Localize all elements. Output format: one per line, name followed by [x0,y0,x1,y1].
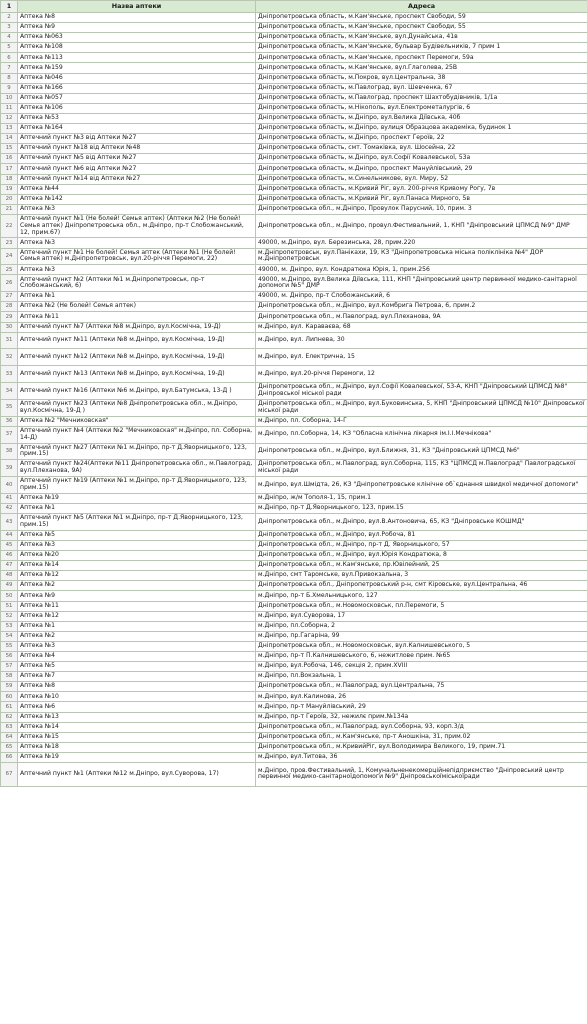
pharmacy-name-cell[interactable]: Аптека №13 [18,712,256,722]
row-number[interactable]: 9 [1,83,18,93]
address-cell[interactable]: м.Дніпро, пр-т Мануйлівський, 29 [256,702,587,712]
pharmacy-name-cell[interactable]: Аптека №4 [18,652,256,662]
address-cell[interactable]: Дніпропетровська обл., м.Дніпро, вул.Буковинська, 5, КНП "Дніпровський ЦПМСД №10" Дніпровської міської ради [256,399,587,416]
pharmacy-name-cell[interactable]: Аптека №2 [18,631,256,641]
pharmacy-name-cell[interactable]: Аптека №7 [18,672,256,682]
pharmacy-name-cell[interactable]: Аптека №3 [18,265,256,275]
pharmacy-name-cell[interactable]: Аптечний пункт №1 (Аптеки №12 м.Дніпро, вул.Суворова, 17) [18,763,256,787]
table-row [1,763,587,787]
row-number[interactable]: 59 [1,682,18,692]
address-cell[interactable]: Дніпропетровська обл., м.Дніпро, провул.Фестивальний, 1, КНП "Дніпровський ЦПМСД №9" ДМР [256,214,587,238]
table-row [1,214,587,238]
address-cell[interactable]: Дніпропетровська обл., м.Кам'янське, пр.Ювілейний, 25 [256,561,587,571]
pharmacy-name-cell[interactable]: Аптека №18 [18,742,256,752]
table-row [1,752,587,762]
address-cell[interactable]: Дніпропетровська область, м.Кам'янське, бульвар Будівельників, 7 прим 1 [256,43,587,53]
pharmacy-name-cell[interactable]: Аптечний пункт №24(Аптеки №11 Дніпропетровська обл., м.Павлоград, вул.Плеханова, 9А) [18,460,256,477]
pharmacy-name-cell[interactable]: Аптека №44 [18,184,256,194]
table-row [1,113,587,123]
table-row [1,591,587,601]
address-cell[interactable]: м.Дніпро, пр-т П.Калнишевського, 6, нежитлове прим. №65 [256,652,587,662]
row-number[interactable]: 4 [1,33,18,43]
row-number[interactable]: 27 [1,292,18,302]
table-row [1,601,587,611]
row-number[interactable]: 26 [1,275,18,292]
row-number[interactable]: 5 [1,43,18,53]
row-number[interactable]: 41 [1,493,18,503]
row-number[interactable]: 45 [1,540,18,550]
column-header-name[interactable]: Назва аптеки [18,1,256,13]
pharmacy-name-cell[interactable]: Аптека №1 [18,292,256,302]
row-number[interactable]: 48 [1,571,18,581]
row-number[interactable]: 67 [1,763,18,787]
pharmacy-name-cell[interactable]: Аптека №3 [18,641,256,651]
row-number[interactable]: 14 [1,134,18,144]
pharmacy-name-cell[interactable]: Аптека №2 (Не болей! Семья аптек) [18,302,256,312]
table-row [1,399,587,416]
table-row [1,194,587,204]
table-row [1,366,587,383]
row-number[interactable]: 50 [1,591,18,601]
table-row [1,460,587,477]
address-cell[interactable]: Дніпропетровська обл., м.Дніпро, Провулок Парусний, 10, прим. 3 [256,204,587,214]
pharmacy-name-cell[interactable]: Аптека №106 [18,103,256,113]
row-number[interactable]: 32 [1,349,18,366]
pharmacy-name-cell[interactable]: Аптека №142 [18,194,256,204]
address-cell[interactable]: Дніпропетровська область, м.Дніпро, проспект Мануйлівський, 29 [256,164,587,174]
table-row [1,302,587,312]
table-row [1,672,587,682]
row-number[interactable]: 24 [1,248,18,265]
pharmacy-name-cell[interactable]: Аптечний пункт №1 (Не болей! Семья аптек) (Аптеки №2 (Не болей! Семья аптек) Дніпропетровська обл., м.Дніпро, пр-т Слобожанський, 12, прим.67) [18,214,256,238]
address-cell[interactable]: м.Дніпро, вул.Суворова, 17 [256,611,587,621]
row-number[interactable]: 55 [1,641,18,651]
pharmacy-name-cell[interactable]: Аптека №15 [18,732,256,742]
row-number[interactable]: 51 [1,601,18,611]
pharmacy-name-cell[interactable]: Аптека №8 [18,682,256,692]
pharmacy-name-cell[interactable]: Аптека №159 [18,63,256,73]
pharmacy-name-cell[interactable]: Аптека №1 [18,621,256,631]
row-number[interactable]: 28 [1,302,18,312]
table-row [1,742,587,752]
row-number[interactable]: 64 [1,732,18,742]
row-number-header[interactable]: 1 [1,1,18,13]
address-cell[interactable]: Дніпропетровська область, м.Кривий Ріг, вул.Панаса Мирного, 5в [256,194,587,204]
address-cell[interactable]: м.Дніпро, пл.Вокзальна, 1 [256,672,587,682]
table-row [1,662,587,672]
address-cell[interactable]: м.Дніпро, вул. Караваєва, 68 [256,322,587,332]
table-row [1,692,587,702]
address-cell[interactable]: Дніпропетровська обл., м.Дніпро, вул.Комбрига Петрова, 6, прим.2 [256,302,587,312]
table-row [1,641,587,651]
pharmacy-name-cell[interactable]: Аптека №1 [18,503,256,513]
address-cell[interactable]: Дніпропетровська обл., м.Павлоград, вул.Плеханова, 9А [256,312,587,322]
table-row [1,144,587,154]
address-cell[interactable]: Дніпропетровська обл., м.Новомосковськ, вул.Калнишевського, 5 [256,641,587,651]
pharmacy-name-cell[interactable]: Аптечний пункт №1 Не болей! Семья аптек (Аптеки №1 (Не болей! Семья аптек) м.Дніпропетровськ, вул.20-річчя Перемоги, 22) [18,248,256,265]
pharmacy-name-cell[interactable]: Аптека №5 [18,662,256,672]
table-row [1,349,587,366]
address-cell[interactable]: Дніпропетровська область, м.Павлоград, проспект Шахтобудівників, 1/1а [256,93,587,103]
row-number[interactable]: 66 [1,752,18,762]
pharmacy-name-cell[interactable]: Аптечний пункт №3 від Аптеки №27 [18,134,256,144]
address-cell[interactable]: Дніпропетровська область, м.Синельникове, вул. Миру, 52 [256,174,587,184]
pharmacy-name-cell[interactable]: Аптека №12 [18,611,256,621]
row-number[interactable]: 58 [1,672,18,682]
row-number[interactable]: 33 [1,366,18,383]
address-cell[interactable]: м.Дніпро, вул.20-річчя Перемоги, 12 [256,366,587,383]
address-cell[interactable]: м.Дніпро, вул.Титова, 36 [256,752,587,762]
address-cell[interactable]: Дніпропетровська область, м.Дніпро, проспект Героїв, 22 [256,134,587,144]
pharmacy-name-cell[interactable]: Аптека №063 [18,33,256,43]
address-cell[interactable]: м.Дніпро, пл.Соборна, 2 [256,621,587,631]
table-row [1,383,587,400]
row-number[interactable]: 38 [1,443,18,460]
pharmacy-name-cell[interactable]: Аптечний пункт №23 (Аптеки №8 Дніпропетровська обл., м.Дніпро, вул.Космічна, 19-Д ) [18,399,256,416]
address-cell[interactable]: Дніпропетровська область, м.Кам'янське, проспект Свободи, 59 [256,13,587,23]
table-row [1,530,587,540]
table-row [1,53,587,63]
row-number[interactable]: 65 [1,742,18,752]
table-row [1,322,587,332]
row-number[interactable]: 60 [1,692,18,702]
table-row [1,443,587,460]
address-cell[interactable]: м.Дніпро, пров.Фестивальний, 1, Комунальненекомерційнепідприємство "Дніпровський центр первинної медико-санітарноїдопомоги №9" Дніпровськоїміськоїради [256,763,587,787]
address-cell[interactable]: м.Дніпро, пр-т Б.Хмельницького, 127 [256,591,587,601]
address-cell[interactable]: Дніпропетровська область, м.Дніпро, вул.Велика Діївська, 40б [256,113,587,123]
table-row [1,184,587,194]
address-cell[interactable]: Дніпропетровська обл., м.Дніпро, вул.Софії Ковалевської, 53-А, КНП "Дніпровський ЦПМСД №8" Дніпровської міської ради [256,383,587,400]
address-cell[interactable]: Дніпропетровська обл., м.Дніпро, пр-т Д. Яворницького, 57 [256,540,587,550]
address-cell[interactable]: Дніпропетровська область, м.Павлоград, вул. Шевченка, 67 [256,83,587,93]
row-number[interactable]: 61 [1,702,18,712]
pharmacy-name-cell[interactable]: Аптека №14 [18,722,256,732]
address-cell[interactable]: Дніпропетровська обл., м.Дніпро, вул.Ближня, 31, КЗ "Дніпровський ЦПМСД №6" [256,443,587,460]
pharmacy-name-cell[interactable]: Аптека №057 [18,93,256,103]
pharmacy-name-cell[interactable]: Аптека №046 [18,73,256,83]
pharmacy-name-cell[interactable]: Аптека №9 [18,23,256,33]
table-row [1,551,587,561]
pharmacy-name-cell[interactable]: Аптека №166 [18,83,256,93]
table-row [1,124,587,134]
pharmacy-name-cell[interactable]: Аптека №11 [18,312,256,322]
pharmacy-name-cell[interactable]: Аптека №8 [18,13,256,23]
table-row [1,73,587,83]
row-number[interactable]: 17 [1,164,18,174]
pharmacy-name-cell[interactable]: Аптека №3 [18,540,256,550]
row-number[interactable]: 62 [1,712,18,722]
table-row [1,13,587,23]
address-cell[interactable]: 49000, м. Дніпро, вул. Кондратюка Юрія, 1, прим.256 [256,265,587,275]
pharmacy-name-cell[interactable]: Аптека №53 [18,113,256,123]
pharmacy-name-cell[interactable]: Аптека №19 [18,493,256,503]
table-row [1,83,587,93]
table-row [1,43,587,53]
pharmacy-name-cell[interactable]: Аптечний пункт №19 (Аптеки №1 м.Дніпро, пр-т Д.Яворницького, 123, прим.15) [18,477,256,494]
row-number[interactable]: 29 [1,312,18,322]
address-cell[interactable]: м.Дніпропетровськ, вул.Панікахи, 19, КЗ "Дніпропетровська міська поліклініка №4" ДОР м.Дніпропетровськ [256,248,587,265]
table-row [1,238,587,248]
table-row [1,265,587,275]
table-row [1,581,587,591]
row-number[interactable]: 35 [1,399,18,416]
address-cell[interactable]: 49000, м. Дніпро, пр-т Слобожанський, 6 [256,292,587,302]
address-cell[interactable]: 49000, м.Дніпро, вул. Березинська, 28, прим.220 [256,238,587,248]
row-number[interactable]: 15 [1,144,18,154]
table-row [1,164,587,174]
address-cell[interactable]: Дніпропетровська область, м.Кам'янське, проспект Свободи, 55 [256,23,587,33]
pharmacy-name-cell[interactable]: Аптечний пункт №6 від Аптеки №27 [18,164,256,174]
pharmacy-name-cell[interactable]: Аптечний пункт №13 (Аптеки №8 м.Дніпро, вул.Космічна, 19-Д) [18,366,256,383]
row-number[interactable]: 34 [1,383,18,400]
pharmacy-name-cell[interactable]: Аптека №3 [18,204,256,214]
row-number[interactable]: 11 [1,103,18,113]
table-row [1,292,587,302]
row-number[interactable]: 56 [1,652,18,662]
row-number[interactable]: 10 [1,93,18,103]
address-cell[interactable]: Дніпропетровська область, смт. Томаківка, вул. Шосейна, 22 [256,144,587,154]
row-number[interactable]: 54 [1,631,18,641]
row-number[interactable]: 6 [1,53,18,63]
table-row [1,174,587,184]
table-row [1,23,587,33]
address-cell[interactable]: Дніпропетровська область, м.Кривий Ріг, вул. 200-річчя Кривому Рогу, 7в [256,184,587,194]
table-row [1,503,587,513]
table-row [1,154,587,164]
pharmacy-name-cell[interactable]: Аптека №9 [18,591,256,601]
row-number[interactable]: 30 [1,322,18,332]
row-number[interactable]: 49 [1,581,18,591]
address-cell[interactable]: м.Дніпро, смт Таромське, вул.Привокзальна, 3 [256,571,587,581]
address-cell[interactable]: м.Дніпро, пр-т Д.Яворницького, 123, прим.15 [256,503,587,513]
row-number[interactable]: 44 [1,530,18,540]
address-cell[interactable]: Дніпропетровська область, м.Кам'янське, вул.Глаголева, 25В [256,63,587,73]
pharmacy-name-cell[interactable]: Аптека №12 [18,571,256,581]
pharmacy-name-cell[interactable]: Аптека №14 [18,561,256,571]
row-number[interactable]: 3 [1,23,18,33]
row-number[interactable]: 52 [1,611,18,621]
row-number[interactable]: 37 [1,426,18,443]
table-row [1,540,587,550]
row-number[interactable]: 36 [1,416,18,426]
table-row [1,561,587,571]
address-cell[interactable]: Дніпропетровська обл., м.Павлоград, вул.Соборна, 93, корп.3/д [256,722,587,732]
table-row [1,722,587,732]
table-row [1,493,587,503]
row-number[interactable]: 40 [1,477,18,494]
pharmacy-name-cell[interactable]: Аптека №6 [18,702,256,712]
address-cell[interactable]: Дніпропетровська обл., м.Павлоград, вул.Соборна, 115, КЗ "ЦПМСД м.Павлоград" Павлоградської міської ради [256,460,587,477]
pharmacy-name-cell[interactable]: Аптека №19 [18,752,256,762]
address-cell[interactable]: Дніпропетровська область, м.Дніпро, вулиця Образцова академіка, будинок 1 [256,124,587,134]
table-row [1,332,587,349]
address-cell[interactable]: м.Дніпро, вул.Шмідта, 26, КЗ "Дніпропетровське клінічне об`єднання швидкої медичної допомоги" [256,477,587,494]
table-row [1,621,587,631]
address-cell[interactable]: м.Дніпро, вул. Липнева, 30 [256,332,587,349]
row-number[interactable]: 47 [1,561,18,571]
table-row [1,682,587,692]
table-row [1,652,587,662]
address-cell[interactable]: 49000, м.Дніпро, вул.Велика Діївська, 111, КНП "Дніпровський центр первинної медико-санітарної допомоги №5" ДМР [256,275,587,292]
row-number[interactable]: 57 [1,662,18,672]
row-number[interactable]: 39 [1,460,18,477]
row-number[interactable]: 12 [1,113,18,123]
pharmacy-name-cell[interactable]: Аптечний пункт №11 (Аптеки №8 м.Дніпро, вул.Космічна, 19-Д) [18,332,256,349]
address-cell[interactable]: м.Дніпро, ж/м Тополя-1, 15, прим.1 [256,493,587,503]
row-number[interactable]: 31 [1,332,18,349]
address-cell[interactable]: Дніпропетровська обл., м.КривийРіг, вул.Володимира Великого, 19, прим.71 [256,742,587,752]
row-number[interactable]: 53 [1,621,18,631]
row-number[interactable]: 43 [1,514,18,531]
address-cell[interactable]: Дніпропетровська область, м.Покров, вул.Центральна, 38 [256,73,587,83]
row-number[interactable]: 42 [1,503,18,513]
row-number[interactable]: 63 [1,722,18,732]
address-cell[interactable]: м.Дніпро, вул. Електрична, 15 [256,349,587,366]
address-cell[interactable]: Дніпропетровська область, м.Кам'янське, проспект Перемоги, 59а [256,53,587,63]
table-row [1,477,587,494]
row-number[interactable]: 25 [1,265,18,275]
address-cell[interactable]: м.Дніпро, вул.Робоча, 146, секція 2, прим.XVIII [256,662,587,672]
address-cell[interactable]: Дніпропетровська обл., м.Дніпро, вул.Робоча, 81 [256,530,587,540]
table-row [1,275,587,292]
pharmacy-name-cell[interactable]: Аптечний пункт №16 (Аптеки №6 м.Дніпро, вул.Батумська, 13-Д ) [18,383,256,400]
pharmacy-name-cell[interactable]: Аптека №2 "Мечниковская" [18,416,256,426]
pharmacy-name-cell[interactable]: Аптека №108 [18,43,256,53]
pharmacy-name-cell[interactable]: Аптека №113 [18,53,256,63]
table-row [1,204,587,214]
address-cell[interactable]: Дніпропетровська обл., м.Новомосковськ, пл.Перемоги, 5 [256,601,587,611]
pharmacy-name-cell[interactable]: Аптека №11 [18,601,256,611]
address-cell[interactable]: м.Дніпро, пр.Гагаріна, 99 [256,631,587,641]
table-row [1,63,587,73]
table-row [1,33,587,43]
pharmacy-name-cell[interactable]: Аптечний пункт №7 (Аптеки №8 м.Дніпро, вул.Космічна, 19-Д) [18,322,256,332]
pharmacy-name-cell[interactable]: Аптечний пункт №12 (Аптеки №8 м.Дніпро, вул.Космічна, 19-Д) [18,349,256,366]
column-header-address[interactable]: Адреса [256,1,587,13]
pharmacy-name-cell[interactable]: Аптечний пункт №4 (Аптеки №2 "Мечниковская" м.Дніпро, пл. Соборна, 14-Д) [18,426,256,443]
pharmacy-name-cell[interactable]: Аптечний пункт №27 (Аптеки №1 м.Дніпро, пр-т Д.Яворницького, 123, прим.15) [18,443,256,460]
row-number[interactable]: 21 [1,204,18,214]
row-number[interactable]: 13 [1,124,18,134]
table-row [1,611,587,621]
pharmacy-name-cell[interactable]: Аптека №2 [18,581,256,591]
pharmacy-name-cell[interactable]: Аптека №20 [18,551,256,561]
row-number[interactable]: 18 [1,174,18,184]
address-cell[interactable]: м.Дніпро, пл. Соборна, 14-Г [256,416,587,426]
table-body [1,13,587,787]
table-row [1,571,587,581]
table-row [1,514,587,531]
pharmacy-name-cell[interactable]: Аптека №164 [18,124,256,134]
row-number[interactable]: 7 [1,63,18,73]
row-number[interactable]: 22 [1,214,18,238]
address-cell[interactable]: Дніпропетровська область, м.Нікополь, вул.Електрометалургів, 6 [256,103,587,113]
row-number[interactable]: 19 [1,184,18,194]
address-cell[interactable]: Дніпропетровська обл., м.Павлоград, вул.Центральна, 75 [256,682,587,692]
address-cell[interactable]: Дніпропетровська обл., м.Дніпро, вул.Юрія Кондратюка, 8 [256,551,587,561]
table-row [1,134,587,144]
table-row [1,702,587,712]
row-number[interactable]: 46 [1,551,18,561]
pharmacy-name-cell[interactable]: Аптека №3 [18,238,256,248]
table-row [1,631,587,641]
pharmacy-name-cell[interactable]: Аптечний пункт №5 від Аптеки №27 [18,154,256,164]
row-number[interactable]: 8 [1,73,18,83]
address-cell[interactable]: Дніпропетровська область, м.Кам'янське, вул.Дунайська, 41в [256,33,587,43]
address-cell[interactable]: м.Дніпро, пр-т Героїв, 32, нежилє прим.№134а [256,712,587,722]
table-row [1,248,587,265]
row-number[interactable]: 16 [1,154,18,164]
pharmacy-name-cell[interactable]: Аптека №5 [18,530,256,540]
row-number[interactable]: 20 [1,194,18,204]
pharmacy-name-cell[interactable]: Аптечний пункт №5 (Аптеки №1 м.Дніпро, пр-т Д.Яворницького, 123, прим.15) [18,514,256,531]
table-row [1,732,587,742]
row-number[interactable]: 2 [1,13,18,23]
address-cell[interactable]: Дніпропетровська обл., м.Кам'янське, пр-т Аношкіна, 31, прим.02 [256,732,587,742]
table-row [1,712,587,722]
address-cell[interactable]: Дніпропетровська область, м.Дніпро, вул.Софії Ковалевської, 53а [256,154,587,164]
pharmacy-name-cell[interactable]: Аптечний пункт №2 (Аптеки №1 м.Дніпропетровськ, пр-т Слобожанський, 6) [18,275,256,292]
address-cell[interactable]: м.Дніпро, пл.Соборна, 14, КЗ "Обласна клінічна лікарня ім.І.І.Мечнікова" [256,426,587,443]
address-cell[interactable]: м.Дніпро, вул.Калинова, 26 [256,692,587,702]
pharmacy-name-cell[interactable]: Аптечний пункт №18 від Аптеки №48 [18,144,256,154]
table-row [1,93,587,103]
table-row [1,416,587,426]
table-row [1,103,587,113]
table-row [1,426,587,443]
row-number[interactable]: 23 [1,238,18,248]
pharmacy-name-cell[interactable]: Аптека №10 [18,692,256,702]
address-cell[interactable]: Дніпропетровська обл., Дніпропетровський р-н, смт Кіровське, вул.Центральна, 46 [256,581,587,591]
address-cell[interactable]: Дніпропетровська обл., м.Дніпро, вул.В.Антоновича, 65, КЗ "Дніпровське КОШМД" [256,514,587,531]
header-row [1,1,587,13]
pharmacy-name-cell[interactable]: Аптечний пункт №14 від Аптеки №27 [18,174,256,184]
table-row [1,312,587,322]
